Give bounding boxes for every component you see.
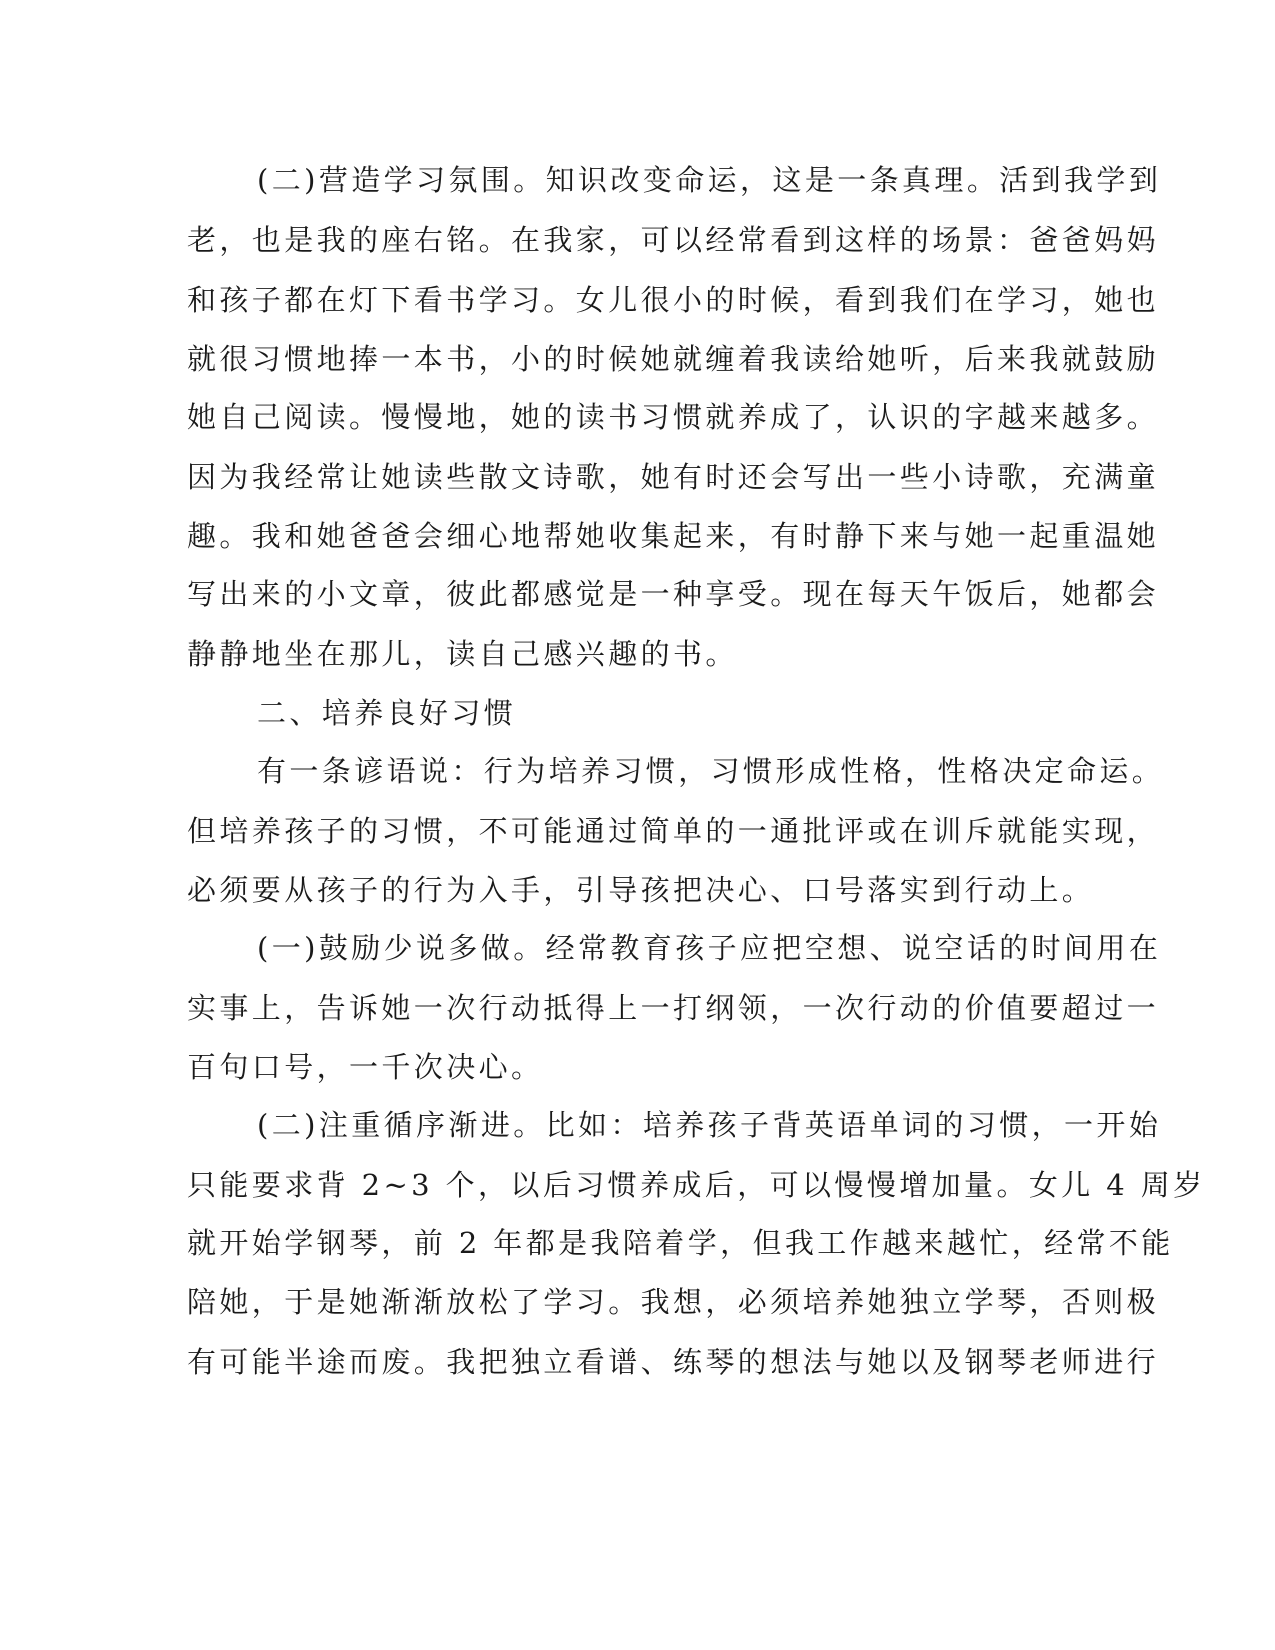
paragraph-line: 百句口号，一千次决心。 [187,1050,544,1084]
paragraph-line: (二)营造学习氛围。知识改变命运，这是一条真理。活到我学到 [257,163,1162,197]
paragraph-line: 只能要求背 2~3 个，以后习惯养成后，可以慢慢增加量。女儿 4 周岁 [187,1168,1206,1202]
paragraph-line: 实事上，告诉她一次行动抵得上一打纲领，一次行动的价值要超过一 [187,991,1160,1025]
paragraph-line: 写出来的小文章，彼此都感觉是一种享受。现在每天午饭后，她都会 [187,577,1160,611]
paragraph-line: 就很习惯地捧一本书，小的时候她就缠着我读给她听，后来我就鼓励 [187,342,1160,376]
paragraph-line: 有可能半途而废。我把独立看谱、练琴的想法与她以及钢琴老师进行 [187,1345,1160,1379]
paragraph-line: 静静地坐在那儿，读自己感兴趣的书。 [187,637,738,671]
paragraph-line: (二)注重循序渐进。比如：培养孩子背英语单词的习惯，一开始 [257,1108,1162,1142]
paragraph-line: 就开始学钢琴，前 2 年都是我陪着学，但我工作越来越忙，经常不能 [187,1226,1174,1260]
paragraph-line: 必须要从孩子的行为入手，引导孩把决心、口号落实到行动上。 [187,873,1095,907]
paragraph-line: 有一条谚语说：行为培养习惯，习惯形成性格，性格决定命运。 [257,754,1165,788]
paragraph-line: 和孩子都在灯下看书学习。女儿很小的时候，看到我们在学习，她也 [187,283,1160,317]
paragraph-line: 趣。我和她爸爸会细心地帮她收集起来，有时静下来与她一起重温她 [187,519,1160,553]
paragraph-line: 老，也是我的座右铭。在我家，可以经常看到这样的场景：爸爸妈妈 [187,223,1160,257]
paragraph-line: (一)鼓励少说多做。经常教育孩子应把空想、说空话的时间用在 [257,931,1162,965]
paragraph-line: 因为我经常让她读些散文诗歌，她有时还会写出一些小诗歌，充满童 [187,460,1160,494]
paragraph-line: 陪她，于是她渐渐放松了学习。我想，必须培养她独立学琴，否则极 [187,1285,1160,1319]
paragraph-line: 她自己阅读。慢慢地，她的读书习惯就养成了，认识的字越来越多。 [187,400,1160,434]
section-heading: 二、培养良好习惯 [257,696,517,730]
paragraph-line: 但培养孩子的习惯，不可能通过简单的一通批评或在训斥就能实现， [187,814,1160,848]
